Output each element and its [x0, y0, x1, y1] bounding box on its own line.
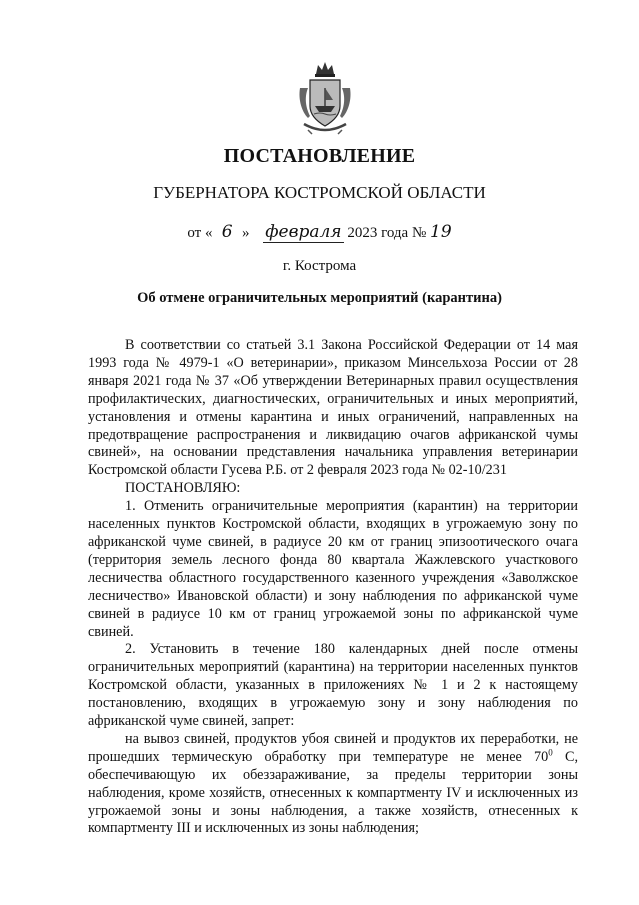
document-title: ПОСТАНОВЛЕНИЕ: [223, 145, 416, 167]
ban-text-part-1: на вывоз свиней, продуктов убоя свиней и продуктов их переработки, не прошедших термическую обработку при температуре не менее 70: [88, 730, 578, 765]
paragraph-preamble: В соответствии со статьей 3.1 Закона Российской Федерации от 14 мая 1993 года № 4979-1 «О ветеринарии», приказом Минсельхоза России от 28 января 2021 года № 37 «Об утверждении Ветеринарных правил осуществления профилактических, диагностических, ограничительных и иных мероприятий, установления и отмены карантина и иных ограничений, направленных на предотвращение распространения и ликвидацию очагов африканской чумы свиней», на основании представления начальника управления ветеринарии Костромской области Гусева Р.Б. от 2 февраля 2023 года № 02-10/231: [88, 337, 578, 479]
paragraph-resolve: ПОСТАНОВЛЯЮ:: [125, 480, 241, 497]
date-day: 6: [221, 222, 233, 242]
decree-heading: Об отмене ограничительных мероприятий (карантина): [137, 290, 502, 306]
document-subtitle: ГУБЕРНАТОРА КОСТРОМСКОЙ ОБЛАСТИ: [153, 183, 486, 202]
coat-of-arms-icon: [296, 60, 354, 138]
date-year-text: 2023 года №: [347, 225, 427, 241]
date-quote-close: »: [241, 225, 250, 241]
paragraph-item-1: 1. Отменить ограничительные мероприятия (карантин) на территории населенных пунктов Костромской области, входящих в угрожаемую зону по африканской чуме свиней, в радиусе 20 км от границ эпизоотического очага (территория земель лесного фонда 80 квартала Жажлевского участкового лесничества областного государственного казенного учреждения «Заволжское лесничество» Ивановской области) и зону наблюдения по африканской чуме свиней в радиусе 10 км от границ угрожаемой зоны по африканской чуме свиней.: [88, 498, 578, 640]
paragraph-item-2: 2. Установить в течение 180 календарных дней после отмены ограничительных мероприятий (карантина) на территории населенных пунктов Костромской области, указанных в приложениях № 1 и 2 к настоящему постановлению, входящих в угрожаемую зону и зону наблюдения по африканской чуме свиней, запрет:: [88, 641, 578, 730]
ban-text-part-2: С, обеспечивающую их обеззараживание, за пределы территории зоны наблюдения, кроме хозяйств, отнесенных к компартменту IV и исключенных из угрожаемой зоны и зоны наблюдения, а также хозяйств, отнесенных к компартменту III и исключенных из зоны наблюдения;: [88, 748, 578, 837]
degree-superscript: 0: [548, 747, 553, 758]
date-prefix: от «: [187, 225, 213, 241]
paragraph-ban: [88, 731, 578, 838]
decree-body: [88, 337, 578, 838]
city-name: г. Кострома: [282, 258, 357, 274]
dateline: [0, 222, 639, 242]
decree-number: 19: [430, 222, 452, 242]
date-month: февраля: [265, 222, 342, 242]
